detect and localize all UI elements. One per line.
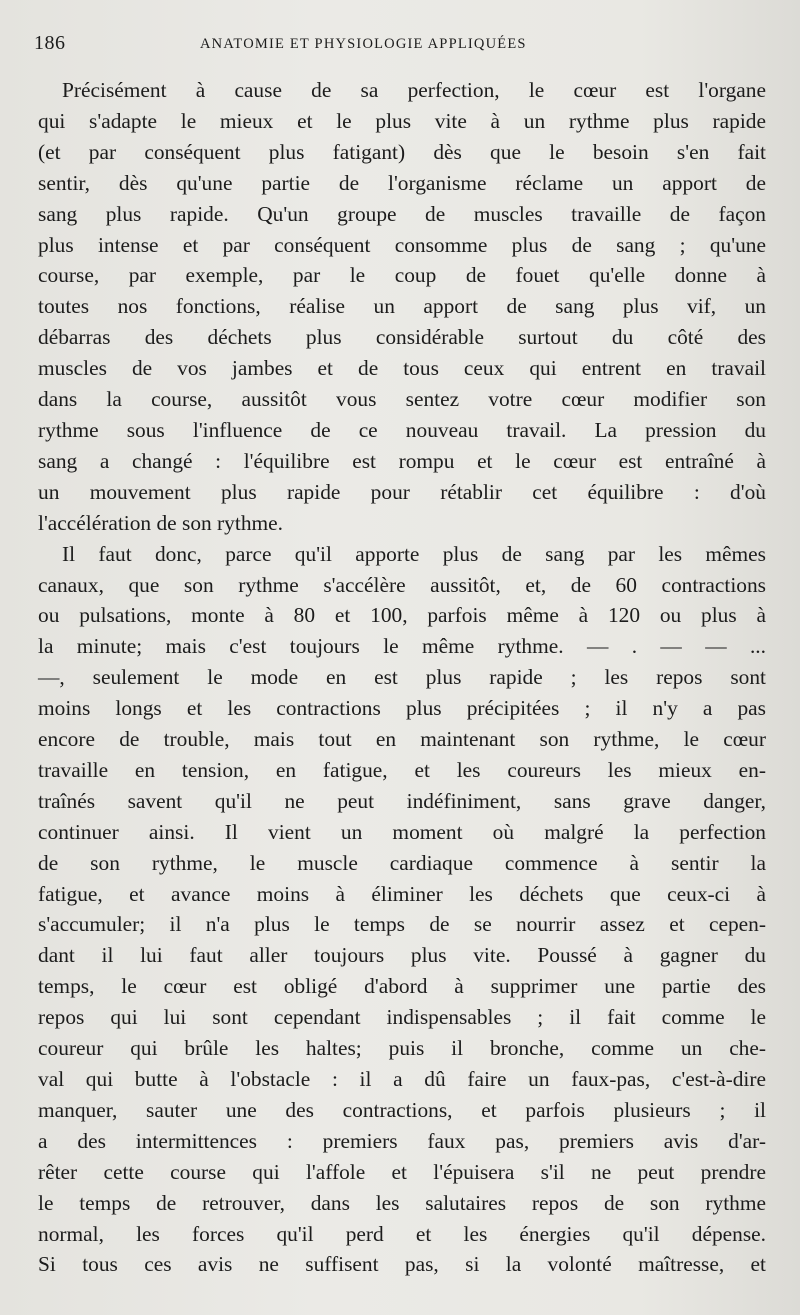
text-line: encore de trouble, mais tout en maintenant son rythme, le cœur — [38, 727, 766, 752]
text-line: —, seulement le mode en est plus rapide ; les repos sont — [38, 665, 766, 690]
text-line: repos qui lui sont cependant indispensables ; il fait comme le — [38, 1005, 766, 1030]
text-line: sang plus rapide. Qu'un groupe de muscles travaille de façon — [38, 201, 766, 226]
text-line: de son rythme, le muscle cardiaque commence à sentir la — [38, 850, 766, 875]
text-line: fatigue, et avance moins à éliminer les déchets que ceux-ci à — [38, 881, 766, 906]
text-line: le temps de retrouver, dans les salutaires repos de son rythme — [38, 1190, 766, 1215]
text-line: s'accumuler; il n'a plus le temps de se nourrir assez et cepen- — [38, 912, 766, 937]
paragraph — [38, 539, 766, 1281]
page-header — [34, 32, 764, 56]
text-line: ou pulsations, monte à 80 et 100, parfois même à 120 ou plus à — [38, 603, 766, 628]
text-line: course, par exemple, par le coup de fouet qu'elle donne à — [38, 263, 766, 288]
body-text — [38, 75, 766, 1280]
text-line: traînés savent qu'il ne peut indéfiniment, sans grave danger, — [38, 788, 766, 813]
text-line: sang a changé : l'équilibre est rompu et le cœur est entraîné à — [38, 448, 766, 473]
text-line: plus intense et par conséquent consomme plus de sang ; qu'une — [38, 232, 766, 257]
text-line: continuer ainsi. Il vient un moment où malgré la perfection — [38, 819, 766, 844]
text-line: temps, le cœur est obligé d'abord à supprimer une partie des — [38, 974, 766, 999]
text-line: toutes nos fonctions, réalise un apport de sang plus vif, un — [38, 294, 766, 319]
text-line: rythme sous l'influence de ce nouveau travail. La pression du — [38, 417, 766, 442]
text-line: moins longs et les contractions plus précipitées ; il n'y a pas — [38, 696, 766, 721]
paragraph — [38, 75, 766, 539]
text-line: l'accélération de son rythme. — [38, 510, 283, 535]
text-line: rêter cette course qui l'affole et l'épuisera s'il ne peut prendre — [38, 1159, 766, 1184]
text-line: qui s'adapte le mieux et le plus vite à un rythme plus rapide — [38, 108, 766, 133]
text-line: dant il lui faut aller toujours plus vite. Poussé à gagner du — [38, 943, 766, 968]
text-line: manquer, sauter une des contractions, et parfois plusieurs ; il — [38, 1097, 766, 1122]
text-line: débarras des déchets plus considérable surtout du côté des — [38, 325, 766, 350]
text-line: Il faut donc, parce qu'il apporte plus de sang par les mêmes — [62, 541, 766, 566]
text-line: un mouvement plus rapide pour rétablir cet équilibre : d'où — [38, 479, 766, 504]
text-line: Précisément à cause de sa perfection, le cœur est l'organe — [62, 78, 766, 102]
text-line: la minute; mais c'est toujours le même rythme. — . — — ... — [38, 634, 766, 659]
text-line: a des intermittences : premiers faux pas, premiers avis d'ar- — [38, 1128, 766, 1153]
text-line: normal, les forces qu'il perd et les énergies qu'il dépense. — [38, 1221, 766, 1246]
text-line: muscles de vos jambes et de tous ceux qui entrent en travail — [38, 356, 766, 381]
text-line: coureur qui brûle les haltes; puis il bronche, comme un che- — [38, 1036, 766, 1061]
page-number: 186 — [34, 32, 66, 54]
text-line: sentir, dès qu'une partie de l'organisme réclame un apport de — [38, 170, 766, 195]
text-line: canaux, que son rythme s'accélère aussitôt, et, de 60 contractions — [38, 572, 766, 597]
text-line: (et par conséquent plus fatigant) dès que le besoin s'en fait — [38, 139, 766, 164]
text-line: val qui butte à l'obstacle : il a dû faire un faux-pas, c'est-à-dire — [38, 1067, 766, 1091]
text-line: Si tous ces avis ne suffisent pas, si la volonté maîtresse, et — [38, 1252, 766, 1277]
running-title: ANATOMIE ET PHYSIOLOGIE APPLIQUÉES — [200, 36, 527, 52]
text-line: travaille en tension, en fatigue, et les coureurs les mieux en- — [38, 757, 766, 782]
text-line: dans la course, aussitôt vous sentez votre cœur modifier son — [38, 387, 766, 412]
